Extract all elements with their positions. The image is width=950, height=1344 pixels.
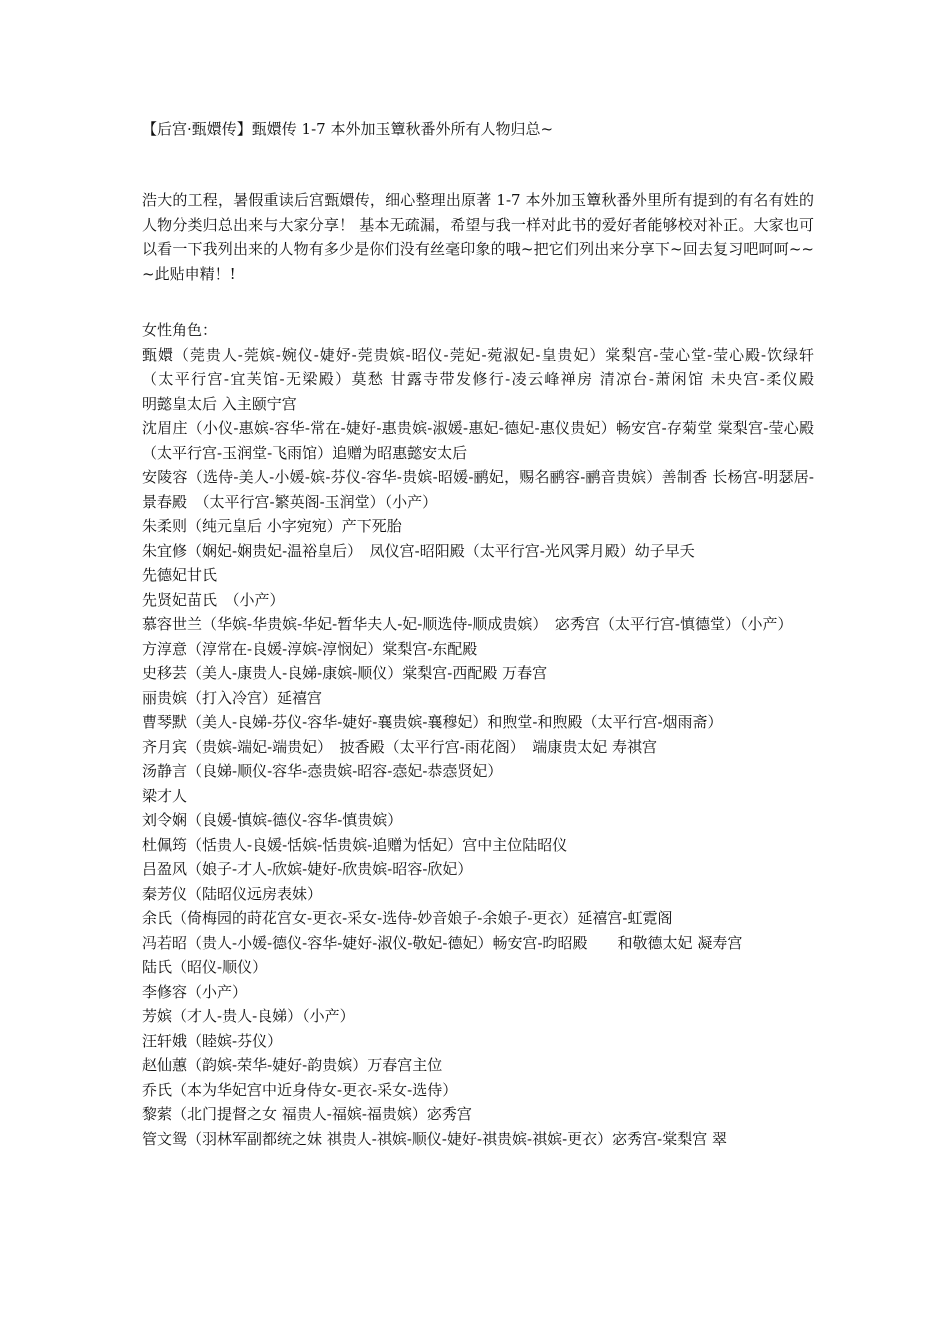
character-entry: 芳嫔（才人-贵人-良娣）（小产） bbox=[142, 1007, 355, 1025]
character-entry: 曹琴默（美人-良娣-芬仪-容华-婕好-襄贵嫔-襄穆妃）和煦堂-和煦殿（太平行宫-烟雨斋） bbox=[142, 713, 723, 731]
female-characters-section bbox=[142, 318, 875, 1151]
character-entry: 赵仙蕙（韵嫔-荣华-婕好-韵贵嫔）万春宫主位 bbox=[142, 1056, 443, 1074]
character-entry: 安陵容（选侍-美人-小媛-嫔-芬仪-容华-贵嫔-昭媛-鹂妃，赐名鹂容-鹂音贵嫔）善制香 长杨宫-明瑟居-景春殿 （太平行宫-繁英阁-玉润堂）（小产） bbox=[142, 468, 814, 511]
character-entry: 甄嬛（莞贵人-莞嫔-婉仪-婕妤-莞贵嫔-昭仪-莞妃-菀淑妃-皇贵妃）棠梨宫-莹心堂-莹心殿-饮绿轩 （太平行宫-宜芙馆-无梁殿）莫愁 甘露寺带发修行-凌云峰禅房 清凉台-萧闲馆 未央宫-柔仪殿 明懿皇太后 入主颐宁宫 bbox=[142, 345, 875, 413]
character-entry: 方淳意（淳常在-良媛-淳嫔-淳悯妃）棠梨宫-东配殿 bbox=[142, 639, 478, 658]
character-entry: 慕容世兰（华嫔-华贵嫔-华妃-暂华夫人-妃-顺选侍-顺成贵嫔） 宓秀宫（太平行宫-慎德堂）（小产） bbox=[142, 615, 793, 633]
character-entry: 朱宜修（娴妃-娴贵妃-温裕皇后） 凤仪宫-昭阳殿（太平行宫-光风霁月殿）幼子早夭 bbox=[142, 541, 695, 560]
character-entry: 冯若昭（贵人-小媛-德仪-容华-婕好-淑仪-敬妃-德妃）畅安宫-昀昭殿 和敬德太妃 凝寿宫 bbox=[142, 933, 743, 952]
document-title: 【后宫·甄嬛传】甄嬛传 1-7 本外加玉簟秋番外所有人物归总~ bbox=[142, 120, 554, 138]
character-entry: 余氏（倚梅园的莳花宫女-更衣-采女-选侍-妙音娘子-余娘子-更衣）延禧宫-虹霓阁 bbox=[142, 909, 673, 927]
character-entry: 陆氏（昭仪-顺仪） bbox=[142, 958, 268, 976]
character-entry: 汤静言（良娣-顺仪-容华-悫贵嫔-昭容-悫妃-恭悫贤妃） bbox=[142, 762, 503, 780]
character-entry: 朱柔则（纯元皇后 小字宛宛）产下死胎 bbox=[142, 517, 402, 535]
character-entry: 杜佩筠（恬贵人-良媛-恬嫔-恬贵嫔-追赠为恬妃）宫中主位陆昭仪 bbox=[142, 835, 568, 854]
section-label: 女性角色： bbox=[142, 321, 218, 339]
character-entry: 汪轩娥（睦嫔-芬仪） bbox=[142, 1031, 283, 1050]
character-entry: 黎萦（北门提督之女 福贵人-福嫔-福贵嫔）宓秀宫 bbox=[142, 1105, 472, 1123]
character-entry: 乔氏（本为华妃宫中近身侍女-更衣-采女-选侍） bbox=[142, 1080, 458, 1099]
character-entry: 丽贵嫔（打入冷宫）延禧宫 bbox=[142, 688, 323, 707]
character-entry: 吕盈风（娘子-才人-欣嫔-婕好-欣贵嫔-昭容-欣妃） bbox=[142, 860, 473, 878]
character-entry: 先贤妃苗氏 （小产） bbox=[142, 590, 285, 609]
intro-paragraph: 浩大的工程，暑假重读后宫甄嬛传，细心整理出原著 1-7 本外加玉簟秋番外里所有提到的有名有姓的人物分类归总出来与大家分享！ 基本无疏漏，希望与我一样对此书的爱好者能够校对补正。大家也可以看一下我列出来的人物有多少是你们没有丝毫印象的哦~把它们列出来分享下~回去复习吧呵呵~~~此贴申精！! bbox=[142, 191, 814, 283]
character-entry: 史移芸（美人-康贵人-良娣-康嫔-顺仪）棠梨宫-西配殿 万春宫 bbox=[142, 664, 548, 682]
character-entry: 李修容（小产） bbox=[142, 982, 248, 1001]
character-entry: 刘令娴（良媛-慎嫔-德仪-容华-慎贵嫔） bbox=[142, 811, 403, 829]
character-entry: 先德妃甘氏 bbox=[142, 566, 218, 584]
character-entry: 秦芳仪（陆昭仪远房表妹） bbox=[142, 884, 323, 903]
character-entry: 沈眉庄（小仪-惠嫔-容华-常在-婕好-惠贵嫔-淑媛-惠妃-德妃-惠仪贵妃）畅安宫-存菊堂 棠梨宫-莹心殿（太平行宫-玉润堂-飞雨馆）追赠为昭惠懿安太后 bbox=[142, 419, 814, 462]
character-entry: 管文鸳（羽林军副都统之妹 祺贵人-祺嫔-顺仪-婕好-祺贵嫔-祺嫔-更衣）宓秀宫-棠梨宫 翠 bbox=[142, 1129, 728, 1148]
character-entry: 梁才人 bbox=[142, 786, 188, 805]
character-entry: 齐月宾（贵嫔-端妃-端贵妃） 披香殿（太平行宫-雨花阁） 端康贵太妃 寿祺宫 bbox=[142, 737, 657, 756]
